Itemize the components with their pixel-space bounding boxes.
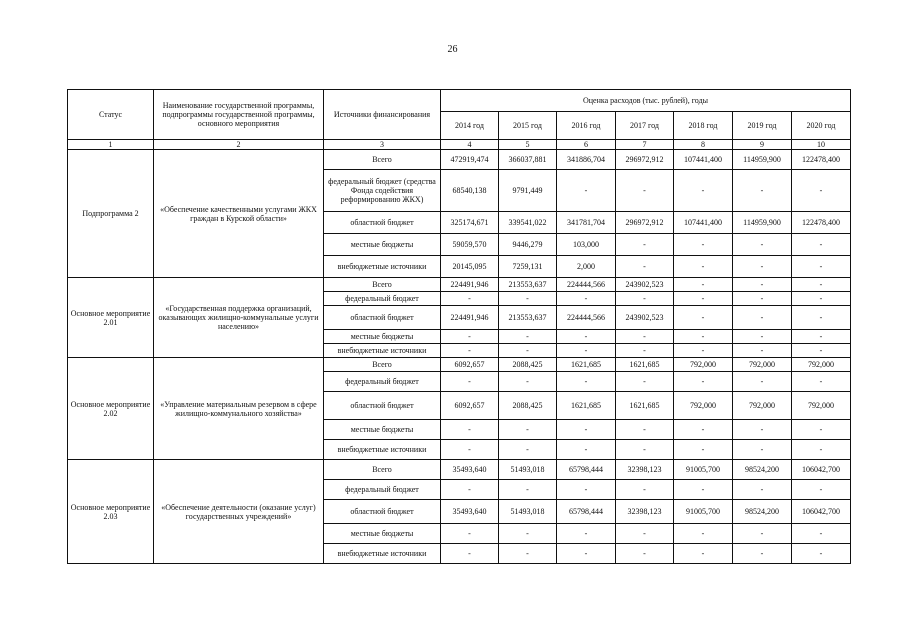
funding-source-cell: местные бюджеты [324, 234, 441, 256]
value-cell: 35493,640 [441, 460, 499, 480]
value-cell: - [499, 420, 557, 440]
funding-source-cell: областной бюджет [324, 212, 441, 234]
value-cell: 91005,700 [674, 500, 733, 524]
funding-source-cell: местные бюджеты [324, 330, 441, 344]
value-cell: - [733, 292, 792, 306]
table-row [68, 150, 851, 170]
funding-source-cell: федеральный бюджет [324, 372, 441, 392]
value-cell: - [733, 440, 792, 460]
value-cell: 98524,200 [733, 500, 792, 524]
column-number: 6 [557, 140, 616, 150]
value-cell: - [441, 420, 499, 440]
value-cell: - [674, 480, 733, 500]
value-cell: 2088,425 [499, 358, 557, 372]
value-cell: 325174,671 [441, 212, 499, 234]
column-number: 7 [616, 140, 674, 150]
value-cell: 224444,566 [557, 278, 616, 292]
value-cell: - [792, 524, 851, 544]
program-name-cell: «Государственная поддержка организаций, оказывающих жилищно-коммунальные услуги населению» [154, 278, 324, 358]
value-cell: - [441, 292, 499, 306]
header-year: 2015 год [499, 112, 557, 140]
value-cell: - [733, 278, 792, 292]
value-cell: - [441, 330, 499, 344]
funding-source-cell: Всего [324, 358, 441, 372]
value-cell: - [674, 544, 733, 564]
column-number: 4 [441, 140, 499, 150]
value-cell: 6092,657 [441, 358, 499, 372]
value-cell: 472919,474 [441, 150, 499, 170]
column-number: 3 [324, 140, 441, 150]
header-year: 2016 год [557, 112, 616, 140]
value-cell: 341781,704 [557, 212, 616, 234]
column-number: 9 [733, 140, 792, 150]
status-cell: Основное мероприятие 2.01 [68, 278, 154, 358]
value-cell: - [674, 372, 733, 392]
status-cell: Подпрограмма 2 [68, 150, 154, 278]
value-cell: - [733, 372, 792, 392]
value-cell: - [616, 544, 674, 564]
value-cell: 122478,400 [792, 212, 851, 234]
value-cell: - [674, 256, 733, 278]
value-cell: - [733, 544, 792, 564]
value-cell: - [733, 480, 792, 500]
value-cell: 366037,881 [499, 150, 557, 170]
value-cell: 114959,900 [733, 150, 792, 170]
value-cell: - [616, 524, 674, 544]
value-cell: - [792, 480, 851, 500]
header-name: Наименование государственной программы, подпрограммы государственной программы, основного мероприятия [154, 90, 324, 140]
value-cell: - [792, 544, 851, 564]
column-number: 10 [792, 140, 851, 150]
value-cell: 2,000 [557, 256, 616, 278]
value-cell: 1621,685 [557, 392, 616, 420]
value-cell: 296972,912 [616, 212, 674, 234]
value-cell: - [674, 344, 733, 358]
value-cell: - [557, 292, 616, 306]
value-cell: 51493,018 [499, 500, 557, 524]
funding-source-cell: внебюджетные источники [324, 344, 441, 358]
value-cell: - [616, 170, 674, 212]
value-cell: 224491,946 [441, 278, 499, 292]
value-cell: - [674, 306, 733, 330]
value-cell: - [674, 278, 733, 292]
header-estimate: Оценка расходов (тыс. рублей), годы [441, 90, 851, 112]
value-cell: - [616, 440, 674, 460]
value-cell: - [733, 524, 792, 544]
value-cell: 122478,400 [792, 150, 851, 170]
funding-source-cell: Всего [324, 150, 441, 170]
value-cell: - [733, 306, 792, 330]
column-number: 2 [154, 140, 324, 150]
value-cell: - [499, 480, 557, 500]
value-cell: - [733, 330, 792, 344]
value-cell: - [557, 524, 616, 544]
value-cell: - [557, 330, 616, 344]
header-status: Статус [68, 90, 154, 140]
value-cell: - [792, 256, 851, 278]
program-name-cell: «Управление материальным резервом в сфере жилищно-коммунального хозяйства» [154, 358, 324, 460]
value-cell: - [557, 420, 616, 440]
value-cell: - [616, 420, 674, 440]
value-cell: 6092,657 [441, 392, 499, 420]
value-cell: - [441, 344, 499, 358]
header-year: 2014 год [441, 112, 499, 140]
status-cell: Основное мероприятие 2.02 [68, 358, 154, 460]
value-cell: 224491,946 [441, 306, 499, 330]
value-cell: 35493,640 [441, 500, 499, 524]
value-cell: 1621,685 [557, 358, 616, 372]
value-cell: 7259,131 [499, 256, 557, 278]
table-body [68, 90, 851, 564]
funding-source-cell: областной бюджет [324, 306, 441, 330]
header-year: 2020 год [792, 112, 851, 140]
header-sources: Источники финансирования [324, 90, 441, 140]
value-cell: - [733, 420, 792, 440]
value-cell: - [792, 372, 851, 392]
value-cell: - [792, 306, 851, 330]
column-number: 5 [499, 140, 557, 150]
value-cell: - [499, 440, 557, 460]
value-cell: - [499, 544, 557, 564]
header-year: 2019 год [733, 112, 792, 140]
funding-source-cell: федеральный бюджет [324, 480, 441, 500]
value-cell: - [616, 480, 674, 500]
funding-source-cell: местные бюджеты [324, 420, 441, 440]
header-row [68, 90, 851, 112]
funding-source-cell: областной бюджет [324, 500, 441, 524]
value-cell: 106042,700 [792, 500, 851, 524]
value-cell: 9446,279 [499, 234, 557, 256]
value-cell: - [441, 480, 499, 500]
value-cell: 792,000 [792, 358, 851, 372]
value-cell: - [499, 524, 557, 544]
value-cell: 2088,425 [499, 392, 557, 420]
value-cell: 792,000 [733, 392, 792, 420]
value-cell: 213553,637 [499, 278, 557, 292]
value-cell: - [733, 344, 792, 358]
value-cell: - [792, 170, 851, 212]
funding-source-cell: Всего [324, 278, 441, 292]
value-cell: - [557, 372, 616, 392]
value-cell: - [733, 170, 792, 212]
value-cell: 224444,566 [557, 306, 616, 330]
table-row [68, 278, 851, 292]
value-cell: 68540,138 [441, 170, 499, 212]
value-cell: - [441, 372, 499, 392]
value-cell: 792,000 [733, 358, 792, 372]
value-cell: 243902,523 [616, 278, 674, 292]
value-cell: 792,000 [792, 392, 851, 420]
funding-source-cell: внебюджетные источники [324, 544, 441, 564]
value-cell: - [557, 170, 616, 212]
column-number: 1 [68, 140, 154, 150]
value-cell: - [557, 344, 616, 358]
value-cell: - [557, 544, 616, 564]
value-cell: 20145,095 [441, 256, 499, 278]
funding-source-cell: местные бюджеты [324, 524, 441, 544]
value-cell: 91005,700 [674, 460, 733, 480]
value-cell: 65798,444 [557, 500, 616, 524]
value-cell: - [557, 440, 616, 460]
header-year: 2017 год [616, 112, 674, 140]
value-cell: - [441, 440, 499, 460]
value-cell: 106042,700 [792, 460, 851, 480]
funding-source-cell: внебюджетные источники [324, 440, 441, 460]
funding-source-cell: федеральный бюджет (средства Фонда содействия реформированию ЖКХ) [324, 170, 441, 212]
value-cell: 32398,123 [616, 500, 674, 524]
value-cell: - [792, 420, 851, 440]
value-cell: - [674, 234, 733, 256]
value-cell: 243902,523 [616, 306, 674, 330]
value-cell: - [674, 420, 733, 440]
value-cell: 65798,444 [557, 460, 616, 480]
value-cell: 114959,900 [733, 212, 792, 234]
value-cell: 9791,449 [499, 170, 557, 212]
value-cell: 59059,570 [441, 234, 499, 256]
expenditure-table [67, 89, 851, 564]
value-cell: 213553,637 [499, 306, 557, 330]
value-cell: - [792, 440, 851, 460]
value-cell: - [557, 480, 616, 500]
value-cell: 1621,685 [616, 392, 674, 420]
value-cell: - [792, 234, 851, 256]
value-cell: - [616, 234, 674, 256]
value-cell: - [792, 278, 851, 292]
column-number: 8 [674, 140, 733, 150]
table-row [68, 358, 851, 372]
table-row [68, 460, 851, 480]
column-numbers-row [68, 140, 851, 150]
value-cell: - [792, 344, 851, 358]
value-cell: 339541,022 [499, 212, 557, 234]
value-cell: - [674, 170, 733, 212]
funding-source-cell: областной бюджет [324, 392, 441, 420]
value-cell: 98524,200 [733, 460, 792, 480]
value-cell: 1621,685 [616, 358, 674, 372]
value-cell: - [616, 256, 674, 278]
value-cell: - [616, 292, 674, 306]
status-cell: Основное мероприятие 2.03 [68, 460, 154, 564]
value-cell: 51493,018 [499, 460, 557, 480]
value-cell: - [616, 344, 674, 358]
value-cell: 107441,400 [674, 212, 733, 234]
value-cell: - [674, 524, 733, 544]
value-cell: 792,000 [674, 392, 733, 420]
value-cell: - [733, 234, 792, 256]
value-cell: 103,000 [557, 234, 616, 256]
value-cell: - [441, 544, 499, 564]
funding-source-cell: федеральный бюджет [324, 292, 441, 306]
value-cell: - [616, 372, 674, 392]
program-name-cell: «Обеспечение качественными услугами ЖКХ граждан в Курской области» [154, 150, 324, 278]
header-year: 2018 год [674, 112, 733, 140]
value-cell: - [616, 330, 674, 344]
funding-source-cell: Всего [324, 460, 441, 480]
value-cell: - [499, 372, 557, 392]
value-cell: 792,000 [674, 358, 733, 372]
value-cell: - [792, 292, 851, 306]
program-name-cell: «Обеспечение деятельности (оказание услуг) государственных учреждений» [154, 460, 324, 564]
value-cell: - [733, 256, 792, 278]
value-cell: - [499, 292, 557, 306]
value-cell: 296972,912 [616, 150, 674, 170]
value-cell: 341886,704 [557, 150, 616, 170]
funding-source-cell: внебюджетные источники [324, 256, 441, 278]
value-cell: - [674, 330, 733, 344]
value-cell: 107441,400 [674, 150, 733, 170]
page-number: 26 [447, 44, 458, 55]
value-cell: - [674, 292, 733, 306]
value-cell: 32398,123 [616, 460, 674, 480]
value-cell: - [674, 440, 733, 460]
value-cell: - [441, 524, 499, 544]
value-cell: - [792, 330, 851, 344]
value-cell: - [499, 344, 557, 358]
value-cell: - [499, 330, 557, 344]
